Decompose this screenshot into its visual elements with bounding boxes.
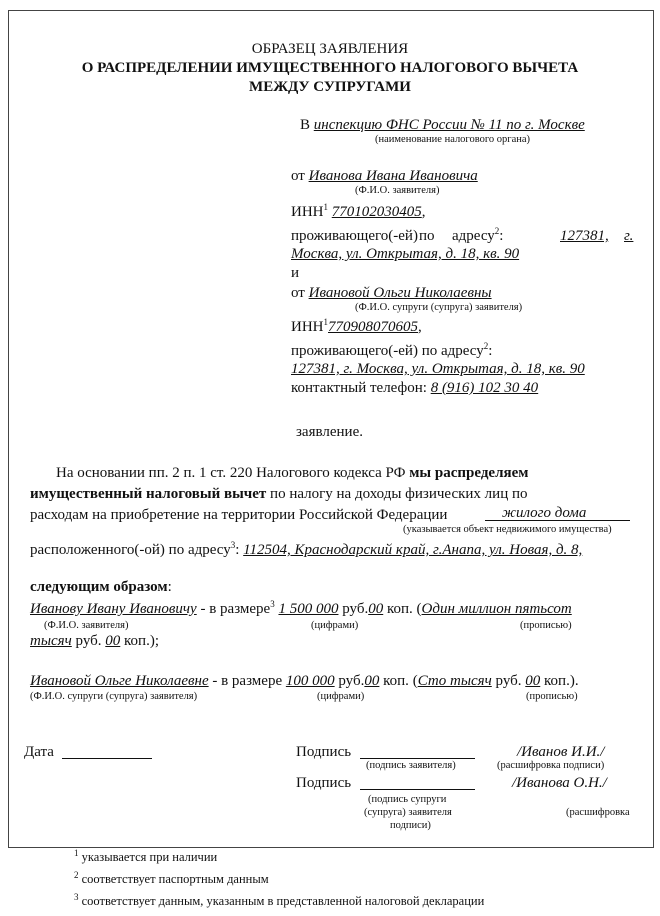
signature-2-caption-1: (подпись супруги <box>368 794 447 805</box>
spouse1-digits-caption: (цифрами) <box>311 620 359 631</box>
applicant-address-b: г. <box>624 228 634 244</box>
spouse-line: от Ивановой Ольги Николаевны <box>291 285 492 301</box>
distribution-heading: следующим образом: <box>30 579 172 595</box>
signature-1-decode-caption: (расшифровка подписи) <box>497 760 605 771</box>
signature-2-decode-caption: (расшифровка <box>566 807 630 818</box>
spouse1-share-line: Иванову Ивану Ивановичу - в размере$^3$ 1 500 000 руб.00 коп. (Один миллион пятьсот <box>30 599 572 617</box>
signature-2-caption-3: подписи) <box>390 820 431 831</box>
addressee-line: В инспекцию ФНС России № 11 по г. Москве <box>300 117 585 133</box>
applicant-po-label: по <box>419 228 435 244</box>
body-line-1: На основании пп. 2 п. 1 ст. 220 Налогового кодекса РФ мы распределяем <box>56 465 529 481</box>
applicant-inn-line: ИНН$^1$ 770102030405, <box>291 202 426 220</box>
spouse2-amount: 100 000 <box>285 673 335 689</box>
header-line-2: О РАСПРЕДЕЛЕНИИ ИМУЩЕСТВЕННОГО НАЛОГОВОГО ВЫЧЕТА <box>81 60 579 76</box>
spouse2-amount-words: Сто тысяч <box>417 673 492 689</box>
spouse-name: Ивановой Ольги Николаевны <box>308 285 492 301</box>
spouse1-amount: 1 500 000 <box>278 601 339 617</box>
property-address-line: расположенного(-ой) по адресу$^3$: 112504, Краснодарский край, г.Анапа, ул. Новая, д. 8, <box>30 540 583 558</box>
signature-line-1 <box>360 758 475 759</box>
phone-number: 8 (916) 102 30 40 <box>430 380 539 396</box>
tax-authority: инспекцию ФНС России № 11 по г. Москве <box>313 117 585 133</box>
footnote-1: $^1$ указывается при наличии <box>74 847 218 864</box>
signature-1-decode: /Иванов И.И./ <box>517 744 605 760</box>
spouse-inn-line: ИНН$^1$770908070605, <box>291 317 422 335</box>
applicant-address-label: адресу$^2$: <box>452 226 504 244</box>
spouse1-share-line-2: тысяч руб. 00 коп.); <box>30 633 159 649</box>
spouse-address: 127381, г. Москва, ул. Открытая, д. 18, кв. 90 <box>291 361 585 377</box>
footnote-2: $^2$ соответствует паспортным данным <box>74 869 269 886</box>
object-caption: (указывается объект недвижимого имущества) <box>403 524 612 535</box>
spouse1-name-caption: (Ф.И.О. заявителя) <box>44 620 129 631</box>
footnote-3: $^3$ соответствует данным, указанным в представленной налоговой декларации <box>74 891 485 908</box>
applicant-line: от Иванова Ивана Ивановича <box>291 168 478 184</box>
and-label: и <box>291 265 300 281</box>
phone-line: контактный телефон: 8 (916) 102 30 40 <box>291 380 539 396</box>
header-line-1: ОБРАЗЕЦ ЗАЯВЛЕНИЯ <box>251 41 409 57</box>
body-line-2: имущественный налоговый вычет по налогу на доходы физических лиц по <box>30 486 528 502</box>
applicant-name: Иванова Ивана Ивановича <box>308 168 478 184</box>
document-title: заявление. <box>296 424 363 440</box>
signature-2-caption-2: (супруга) заявителя <box>364 807 452 818</box>
body-line-3: расходам на приобретение на территории Российской Федерации <box>30 507 448 523</box>
applicant-residing-label: проживающего(-ей) <box>291 228 418 244</box>
spouse1-amount-words: Один миллион пятьсот <box>421 601 572 617</box>
spouse2-share-line: Ивановой Ольге Николаевне - в размере 100 000 руб.00 коп. (Сто тысяч руб. 00 коп.). <box>30 673 579 689</box>
applicant-caption: (Ф.И.О. заявителя) <box>355 185 440 196</box>
applicant-address-c: Москва, ул. Открытая, д. 18, кв. 90 <box>291 246 520 262</box>
header-line-3: МЕЖДУ СУПРУГАМИ <box>249 79 411 95</box>
applicant-inn: 770102030405 <box>331 204 422 220</box>
spouse-residing-line: проживающего(-ей) по адресу$^2$: <box>291 341 493 359</box>
date-field-line <box>62 758 152 759</box>
spouse1-words-caption: (прописью) <box>520 620 572 631</box>
spouse-inn: 770908070605 <box>328 319 418 335</box>
date-label: Дата <box>24 744 54 760</box>
spouse1-name: Иванову Ивану Ивановичу <box>30 601 197 617</box>
spouse2-name: Ивановой Ольге Николаевне <box>30 673 209 689</box>
applicant-address-a: 127381, <box>560 228 609 244</box>
sign-label-1: Подпись <box>296 744 352 760</box>
property-object: жилого дома <box>502 505 587 521</box>
spouse2-words-caption: (прописью) <box>526 691 578 702</box>
spouse2-name-caption: (Ф.И.О. супруги (супруга) заявителя) <box>30 691 198 702</box>
signature-line-2 <box>360 789 475 790</box>
spouse-caption: (Ф.И.О. супруги (супруга) заявителя) <box>355 302 523 313</box>
signature-1-caption: (подпись заявителя) <box>366 760 456 771</box>
signature-2-decode: /Иванова О.Н./ <box>512 775 607 791</box>
property-address: 112504, Краснодарский край, г.Анапа, ул. Новая, д. 8, <box>243 542 583 558</box>
spouse2-digits-caption: (цифрами) <box>317 691 365 702</box>
authority-caption: (наименование налогового органа) <box>375 134 531 145</box>
sign-label-2: Подпись <box>296 775 352 791</box>
